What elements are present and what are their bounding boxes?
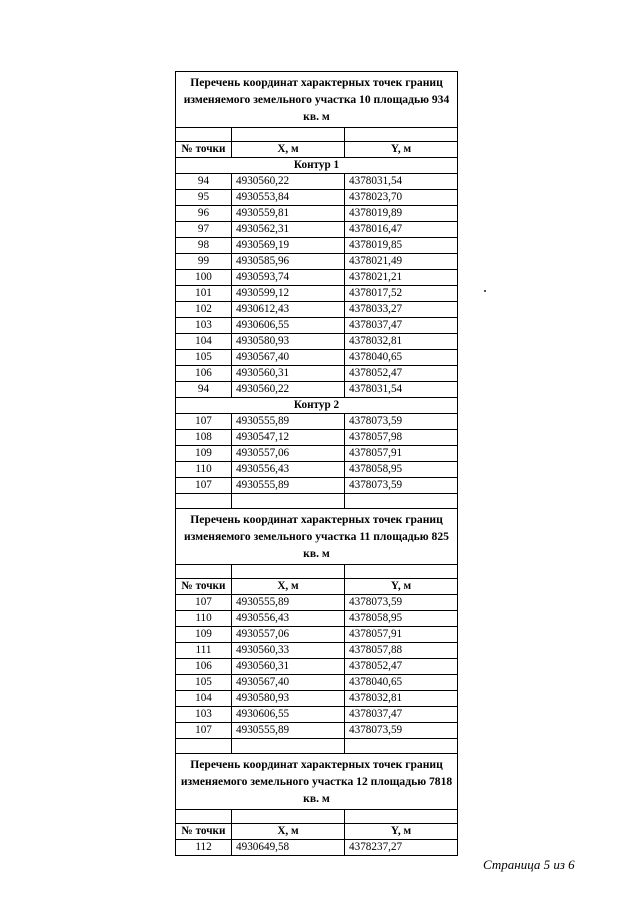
y-coordinate: 4378057,98 bbox=[345, 430, 458, 446]
header-point-number: № точки bbox=[176, 142, 232, 158]
x-coordinate: 4930555,89 bbox=[232, 595, 345, 611]
point-number: 104 bbox=[176, 691, 232, 707]
table-row bbox=[176, 206, 458, 222]
header-row bbox=[176, 824, 458, 840]
header-y: Y, м bbox=[345, 579, 458, 595]
header-y: Y, м bbox=[345, 142, 458, 158]
y-coordinate: 4378040,65 bbox=[345, 350, 458, 366]
table-row bbox=[176, 414, 458, 430]
point-number: 109 bbox=[176, 627, 232, 643]
header-row bbox=[176, 579, 458, 595]
empty-cell bbox=[232, 739, 345, 754]
table-row bbox=[176, 462, 458, 478]
empty-cell bbox=[176, 565, 232, 579]
section-title: Перечень координат характерных точек границ изменяемого земельного участка 11 площадью 825 кв. м bbox=[176, 509, 458, 565]
x-coordinate: 4930560,33 bbox=[232, 643, 345, 659]
empty-cell bbox=[232, 565, 345, 579]
x-coordinate: 4930560,22 bbox=[232, 382, 345, 398]
header-x: X, м bbox=[232, 142, 345, 158]
section-title-row bbox=[176, 754, 458, 810]
x-coordinate: 4930556,43 bbox=[232, 611, 345, 627]
x-coordinate: 4930606,55 bbox=[232, 707, 345, 723]
y-coordinate: 4378017,52 bbox=[345, 286, 458, 302]
y-coordinate: 4378019,85 bbox=[345, 238, 458, 254]
y-coordinate: 4378057,91 bbox=[345, 627, 458, 643]
spacer-row bbox=[176, 565, 458, 579]
x-coordinate: 4930562,31 bbox=[232, 222, 345, 238]
table-row bbox=[176, 430, 458, 446]
spacer-row bbox=[176, 810, 458, 824]
table-row bbox=[176, 366, 458, 382]
x-coordinate: 4930555,89 bbox=[232, 478, 345, 494]
table-row bbox=[176, 174, 458, 190]
point-number: 111 bbox=[176, 643, 232, 659]
y-coordinate: 4378058,95 bbox=[345, 462, 458, 478]
contour-row bbox=[176, 158, 458, 174]
y-coordinate: 4378073,59 bbox=[345, 414, 458, 430]
y-coordinate: 4378052,47 bbox=[345, 659, 458, 675]
y-coordinate: 4378016,47 bbox=[345, 222, 458, 238]
empty-cell bbox=[176, 128, 232, 142]
x-coordinate: 4930559,81 bbox=[232, 206, 345, 222]
x-coordinate: 4930599,12 bbox=[232, 286, 345, 302]
table-row bbox=[176, 595, 458, 611]
y-coordinate: 4378073,59 bbox=[345, 478, 458, 494]
table-row bbox=[176, 238, 458, 254]
coordinate-tables bbox=[175, 71, 457, 856]
y-coordinate: 4378237,27 bbox=[345, 840, 458, 856]
point-number: 103 bbox=[176, 318, 232, 334]
y-coordinate: 4378023,70 bbox=[345, 190, 458, 206]
spacer-row bbox=[176, 128, 458, 142]
table-row bbox=[176, 723, 458, 739]
table-row bbox=[176, 627, 458, 643]
gap-row bbox=[176, 739, 458, 754]
contour-row bbox=[176, 398, 458, 414]
table-row bbox=[176, 190, 458, 206]
point-number: 94 bbox=[176, 382, 232, 398]
header-x: X, м bbox=[232, 579, 345, 595]
y-coordinate: 4378057,91 bbox=[345, 446, 458, 462]
table-row bbox=[176, 675, 458, 691]
x-coordinate: 4930557,06 bbox=[232, 446, 345, 462]
empty-cell bbox=[345, 128, 458, 142]
x-coordinate: 4930557,06 bbox=[232, 627, 345, 643]
point-number: 107 bbox=[176, 478, 232, 494]
empty-cell bbox=[232, 494, 345, 509]
point-number: 96 bbox=[176, 206, 232, 222]
point-number: 102 bbox=[176, 302, 232, 318]
point-number: 112 bbox=[176, 840, 232, 856]
table-row bbox=[176, 643, 458, 659]
section-title-row bbox=[176, 72, 458, 128]
point-number: 110 bbox=[176, 611, 232, 627]
point-number: 99 bbox=[176, 254, 232, 270]
x-coordinate: 4930567,40 bbox=[232, 675, 345, 691]
x-coordinate: 4930555,89 bbox=[232, 723, 345, 739]
x-coordinate: 4930649,58 bbox=[232, 840, 345, 856]
table-row bbox=[176, 254, 458, 270]
point-number: 97 bbox=[176, 222, 232, 238]
y-coordinate: 4378073,59 bbox=[345, 723, 458, 739]
section-title: Перечень координат характерных точек границ изменяемого земельного участка 10 площадью 934 кв. м bbox=[176, 72, 458, 128]
coordinates-table bbox=[175, 71, 458, 856]
x-coordinate: 4930593,74 bbox=[232, 270, 345, 286]
header-y: Y, м bbox=[345, 824, 458, 840]
y-coordinate: 4378031,54 bbox=[345, 174, 458, 190]
y-coordinate: 4378019,89 bbox=[345, 206, 458, 222]
table-row bbox=[176, 286, 458, 302]
x-coordinate: 4930560,22 bbox=[232, 174, 345, 190]
point-number: 109 bbox=[176, 446, 232, 462]
y-coordinate: 4378040,65 bbox=[345, 675, 458, 691]
empty-cell bbox=[345, 494, 458, 509]
table-row bbox=[176, 446, 458, 462]
header-point-number: № точки bbox=[176, 824, 232, 840]
table-row bbox=[176, 334, 458, 350]
y-coordinate: 4378021,21 bbox=[345, 270, 458, 286]
point-number: 106 bbox=[176, 659, 232, 675]
x-coordinate: 4930585,96 bbox=[232, 254, 345, 270]
point-number: 105 bbox=[176, 350, 232, 366]
empty-cell bbox=[176, 810, 232, 824]
table-row bbox=[176, 222, 458, 238]
page-number: Страница 5 из 6 bbox=[483, 857, 575, 872]
section-title-row bbox=[176, 509, 458, 565]
point-number: 98 bbox=[176, 238, 232, 254]
y-coordinate: 4378058,95 bbox=[345, 611, 458, 627]
header-point-number: № точки bbox=[176, 579, 232, 595]
table-row bbox=[176, 318, 458, 334]
point-number: 100 bbox=[176, 270, 232, 286]
point-number: 104 bbox=[176, 334, 232, 350]
table-row bbox=[176, 270, 458, 286]
point-number: 107 bbox=[176, 414, 232, 430]
empty-cell bbox=[345, 565, 458, 579]
x-coordinate: 4930547,12 bbox=[232, 430, 345, 446]
point-number: 101 bbox=[176, 286, 232, 302]
table-row bbox=[176, 382, 458, 398]
x-coordinate: 4930580,93 bbox=[232, 334, 345, 350]
table-row bbox=[176, 707, 458, 723]
point-number: 107 bbox=[176, 595, 232, 611]
x-coordinate: 4930556,43 bbox=[232, 462, 345, 478]
table-row bbox=[176, 350, 458, 366]
table-row bbox=[176, 691, 458, 707]
x-coordinate: 4930553,84 bbox=[232, 190, 345, 206]
point-number: 103 bbox=[176, 707, 232, 723]
table-row bbox=[176, 840, 458, 856]
x-coordinate: 4930569,19 bbox=[232, 238, 345, 254]
table-row bbox=[176, 611, 458, 627]
point-number: 106 bbox=[176, 366, 232, 382]
empty-cell bbox=[232, 128, 345, 142]
empty-cell bbox=[345, 810, 458, 824]
section-title: Перечень координат характерных точек границ изменяемого земельного участка 12 площадью 7818 кв. м bbox=[176, 754, 458, 810]
point-number: 110 bbox=[176, 462, 232, 478]
y-coordinate: 4378031,54 bbox=[345, 382, 458, 398]
y-coordinate: 4378033,27 bbox=[345, 302, 458, 318]
header-row bbox=[176, 142, 458, 158]
x-coordinate: 4930612,43 bbox=[232, 302, 345, 318]
empty-cell bbox=[345, 739, 458, 754]
y-coordinate: 4378021,49 bbox=[345, 254, 458, 270]
y-coordinate: 4378057,88 bbox=[345, 643, 458, 659]
empty-cell bbox=[232, 810, 345, 824]
table-row bbox=[176, 302, 458, 318]
y-coordinate: 4378052,47 bbox=[345, 366, 458, 382]
empty-cell bbox=[176, 739, 232, 754]
contour-label: Контур 2 bbox=[176, 398, 458, 414]
contour-label: Контур 1 bbox=[176, 158, 458, 174]
y-coordinate: 4378032,81 bbox=[345, 691, 458, 707]
header-x: X, м bbox=[232, 824, 345, 840]
x-coordinate: 4930555,89 bbox=[232, 414, 345, 430]
x-coordinate: 4930567,40 bbox=[232, 350, 345, 366]
y-coordinate: 4378037,47 bbox=[345, 707, 458, 723]
gap-row bbox=[176, 494, 458, 509]
table-row bbox=[176, 478, 458, 494]
x-coordinate: 4930606,55 bbox=[232, 318, 345, 334]
table-row bbox=[176, 659, 458, 675]
point-number: 105 bbox=[176, 675, 232, 691]
x-coordinate: 4930560,31 bbox=[232, 659, 345, 675]
point-number: 94 bbox=[176, 174, 232, 190]
empty-cell bbox=[176, 494, 232, 509]
y-coordinate: 4378037,47 bbox=[345, 318, 458, 334]
x-coordinate: 4930560,31 bbox=[232, 366, 345, 382]
point-number: 108 bbox=[176, 430, 232, 446]
scan-speck bbox=[484, 290, 486, 292]
y-coordinate: 4378032,81 bbox=[345, 334, 458, 350]
y-coordinate: 4378073,59 bbox=[345, 595, 458, 611]
point-number: 107 bbox=[176, 723, 232, 739]
point-number: 95 bbox=[176, 190, 232, 206]
x-coordinate: 4930580,93 bbox=[232, 691, 345, 707]
